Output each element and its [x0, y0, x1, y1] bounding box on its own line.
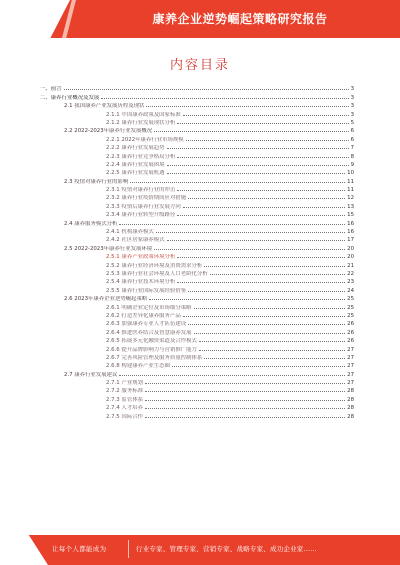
- toc-page-number: 26: [347, 329, 354, 336]
- toc-page-number: 11: [347, 187, 354, 194]
- toc-page-number: 27: [347, 363, 354, 370]
- toc-page-number: 20: [347, 254, 354, 261]
- toc-entry-title: 2.4.1 机构康养模式: [106, 229, 154, 236]
- toc-leader-dots: [188, 198, 345, 199]
- toc-page-number: 13: [347, 203, 354, 210]
- toc-entry-title: 2.3.1 疫情对康养行业的冲击: [106, 187, 176, 194]
- toc-page-number: 7: [350, 145, 354, 152]
- toc-heading: 内容目录: [169, 58, 230, 73]
- toc-page-number: 28: [347, 405, 354, 412]
- toc-entry-title: 2.6.3 加强康养专业人才队伍建设: [106, 321, 187, 328]
- toc-page-number: 26: [347, 321, 354, 328]
- toc-entry-title: 2.6.8 构建康养产业生态圈: [106, 363, 170, 370]
- toc-entry[interactable]: [40, 126, 354, 134]
- toc-entry[interactable]: [40, 193, 354, 201]
- toc-leader-dots: [204, 266, 345, 267]
- toc-page-number: 25: [347, 312, 354, 319]
- toc-page-number: 16: [347, 229, 354, 236]
- toc-entry[interactable]: [40, 134, 354, 142]
- toc-page-number: 17: [347, 237, 354, 244]
- toc-entry-title: 2.1 我国康养产业发展历程及现状: [64, 103, 145, 110]
- toc-page-number: 28: [347, 388, 354, 395]
- toc-leader-dots: [64, 89, 349, 90]
- toc-entry[interactable]: [40, 227, 354, 235]
- toc-entry-title: 2.7.1 产业规划: [106, 380, 143, 387]
- toc-page-number: 20: [347, 245, 354, 252]
- toc-page-number: 3: [350, 86, 354, 93]
- toc-entry-title: 二、康养行业概况及发展: [40, 94, 100, 101]
- toc-leader-dots: [172, 366, 345, 367]
- toc-leader-dots: [167, 165, 349, 166]
- toc-page-number: 11: [347, 178, 354, 185]
- toc-page-number: 5: [350, 119, 354, 126]
- toc-page-number: 12: [347, 195, 354, 202]
- toc-entry-title: 2.5.3 康养行业社会环境及人口老龄化分析: [106, 270, 208, 277]
- toc-page-number: 25: [347, 304, 354, 311]
- toc-leader-dots: [101, 98, 348, 99]
- toc-leader-dots: [177, 257, 345, 258]
- toc-entry[interactable]: [40, 151, 354, 159]
- toc-entry[interactable]: [40, 143, 354, 151]
- toc-entry-title: 2.6.4 推进医养结合及智慧康养发展: [106, 329, 192, 336]
- toc-leader-dots: [154, 131, 348, 132]
- toc-entry[interactable]: [40, 353, 354, 361]
- toc-page-number: 26: [347, 338, 354, 345]
- toc-entry[interactable]: [40, 269, 354, 277]
- toc-entry[interactable]: [40, 394, 354, 402]
- toc-entry-title: 2.4 康养服务模式分析: [64, 220, 118, 227]
- toc-entry[interactable]: [40, 185, 354, 193]
- toc-page-number: 16: [347, 220, 354, 227]
- toc-entry[interactable]: [40, 386, 354, 394]
- toc-page-number: 23: [347, 279, 354, 286]
- toc-entry-title: 2.2.1 2022年康养行业市场规模: [106, 136, 184, 143]
- toc-entry[interactable]: [40, 285, 354, 293]
- toc-entry[interactable]: [40, 243, 354, 251]
- toc-entry[interactable]: [40, 101, 354, 109]
- toc-entry[interactable]: [40, 327, 354, 335]
- footer-divider: [128, 540, 129, 558]
- toc-leader-dots: [177, 215, 345, 216]
- toc-entry-title: 2.2.3 康养行业竞争格局分析: [106, 153, 176, 160]
- toc-entry[interactable]: [40, 168, 354, 176]
- toc-leader-dots: [194, 308, 346, 309]
- toc-entry-title: 2.5 2022-2023年康养行业发展环境: [64, 245, 153, 252]
- toc-entry-title: 2.3 疫情对康养行业的影响: [64, 178, 129, 185]
- toc-leader-dots: [204, 358, 345, 359]
- toc-page-number: 8: [350, 153, 354, 160]
- toc-leader-dots: [145, 391, 345, 392]
- toc-leader-dots: [149, 299, 345, 300]
- footer-slogan: 让每个人都能成为: [52, 545, 107, 553]
- toc-entry-title: 2.7.2 服务标准: [106, 388, 143, 395]
- toc-leader-dots: [130, 182, 345, 183]
- toc-entry[interactable]: [40, 403, 354, 411]
- toc-entry[interactable]: [40, 344, 354, 352]
- toc-leader-dots: [145, 400, 345, 401]
- toc-leader-dots: [186, 140, 349, 141]
- toc-entry-title: 2.3.4 康养行业转型升级路径: [106, 212, 176, 219]
- toc-entry-title: 2.4.2 社区居家康养模式: [106, 237, 165, 244]
- table-of-contents: [40, 84, 354, 420]
- toc-leader-dots: [156, 232, 345, 233]
- toc-page-number: 22: [347, 270, 354, 277]
- toc-entry-title: 2.6.7 完善风险管理及服务质量控制体系: [106, 354, 203, 361]
- toc-page-number: 21: [347, 262, 354, 269]
- toc-leader-dots: [194, 333, 346, 334]
- toc-entry[interactable]: [40, 118, 354, 126]
- toc-leader-dots: [183, 207, 345, 208]
- toc-entry-title: 2.5.5 康养行业国际发展经验借鉴: [106, 287, 187, 294]
- toc-page-number: 25: [347, 296, 354, 303]
- toc-page-number: 9: [350, 161, 354, 168]
- toc-entry-title: 2.2.2 康养行业发展趋势: [106, 145, 165, 152]
- toc-entry-title: 一、前言: [40, 86, 62, 93]
- toc-leader-dots: [167, 148, 349, 149]
- toc-entry-title: 2.2.5 康养行业发展机遇: [106, 170, 165, 177]
- toc-entry[interactable]: [40, 160, 354, 168]
- toc-page-number: 27: [347, 380, 354, 387]
- toc-leader-dots: [177, 190, 345, 191]
- toc-entry[interactable]: [40, 294, 354, 302]
- toc-entry-title: 2.7.4 人才培养: [106, 405, 143, 412]
- toc-leader-dots: [183, 316, 345, 317]
- toc-entry[interactable]: [40, 369, 354, 377]
- toc-entry[interactable]: [40, 235, 354, 243]
- toc-entry[interactable]: [40, 252, 354, 260]
- toc-entry[interactable]: [40, 277, 354, 285]
- toc-entry-title: 2.2.4 康养行业发展困境: [106, 161, 165, 168]
- toc-entry[interactable]: [40, 311, 354, 319]
- toc-entry-title: 2.7.3 监管体系: [106, 396, 143, 403]
- toc-entry-title: 2.5.4 康养行业技术环境分析: [106, 279, 176, 286]
- toc-entry-title: 2.6.6 提升品牌影响力与营销推广能力: [106, 346, 197, 353]
- toc-entry-title: 2.5.1 康养产业政策环境分析: [106, 254, 176, 261]
- toc-page-number: 24: [347, 287, 354, 294]
- toc-entry-title: 2.6 2023年康养企业逆势崛起策略: [64, 296, 148, 303]
- toc-leader-dots: [199, 350, 345, 351]
- toc-leader-dots: [177, 282, 345, 283]
- toc-entry-title: 2.6.1 明确企业定位及市场细分策略: [106, 304, 192, 311]
- toc-entry[interactable]: [40, 109, 354, 117]
- toc-entry[interactable]: [40, 92, 354, 100]
- toc-page-number: 27: [347, 354, 354, 361]
- toc-page-number: 28: [347, 396, 354, 403]
- toc-leader-dots: [177, 157, 348, 158]
- toc-entry[interactable]: [40, 260, 354, 268]
- toc-page-number: 3: [350, 111, 354, 118]
- toc-page-number: 27: [347, 346, 354, 353]
- toc-entry-title: 2.7.5 国际合作: [106, 413, 143, 420]
- toc-page-number: 6: [350, 128, 354, 135]
- footer-tagline: 行业专家、管理专家、营销专家、战略专家、成功企业家……: [136, 545, 317, 553]
- toc-entry-title: 2.2 2022-2023年康养行业发展概况: [64, 128, 153, 135]
- toc-leader-dots: [146, 106, 348, 107]
- toc-entry-title: 2.7 康养行业发展建议: [64, 371, 118, 378]
- toc-page-number: 27: [347, 371, 354, 378]
- toc-entry[interactable]: [40, 201, 354, 209]
- toc-leader-dots: [119, 224, 345, 225]
- toc-entry-title: 2.1.2 康养行业发展现状分析: [106, 119, 176, 126]
- toc-leader-dots: [188, 291, 345, 292]
- toc-entry[interactable]: [40, 302, 354, 310]
- toc-page-number: 3: [350, 103, 354, 110]
- toc-page-number: 3: [350, 94, 354, 101]
- report-title: 康养企业逆势崛起策略研究报告: [152, 12, 328, 26]
- toc-entry[interactable]: [40, 176, 354, 184]
- toc-leader-dots: [145, 417, 345, 418]
- toc-leader-dots: [119, 375, 345, 376]
- toc-leader-dots: [188, 324, 345, 325]
- toc-entry[interactable]: [40, 319, 354, 327]
- toc-leader-dots: [210, 274, 345, 275]
- toc-leader-dots: [167, 240, 346, 241]
- toc-leader-dots: [145, 383, 345, 384]
- toc-entry-title: 2.3.3 疫情后康养行业发展方向: [106, 203, 181, 210]
- toc-leader-dots: [145, 408, 345, 409]
- toc-entry-title: 2.6.2 打造差异化康养服务产品: [106, 312, 181, 319]
- toc-page-number: 15: [347, 212, 354, 219]
- toc-leader-dots: [183, 115, 349, 116]
- toc-leader-dots: [199, 341, 345, 342]
- toc-entry-title: 2.3.2 康养行业疫情期间应对措施: [106, 195, 187, 202]
- toc-page-number: 6: [350, 136, 354, 143]
- toc-entry[interactable]: [40, 378, 354, 386]
- toc-entry-title: 2.5.2 康养行业经济环境及消费需求分析: [106, 262, 203, 269]
- toc-entry-title: 2.6.5 拓展多元化融资渠道及合作模式: [106, 338, 197, 345]
- toc-leader-dots: [177, 123, 348, 124]
- toc-page-number: 10: [347, 170, 354, 177]
- toc-leader-dots: [167, 173, 346, 174]
- toc-page-number: 28: [347, 413, 354, 420]
- toc-entry[interactable]: [40, 84, 354, 92]
- toc-entry[interactable]: [40, 411, 354, 419]
- toc-entry-title: 2.1.1 中国康养政策及国家标准: [106, 111, 181, 118]
- toc-entry[interactable]: [40, 361, 354, 369]
- toc-entry[interactable]: [40, 218, 354, 226]
- toc-entry[interactable]: [40, 336, 354, 344]
- toc-leader-dots: [154, 249, 345, 250]
- toc-entry[interactable]: [40, 210, 354, 218]
